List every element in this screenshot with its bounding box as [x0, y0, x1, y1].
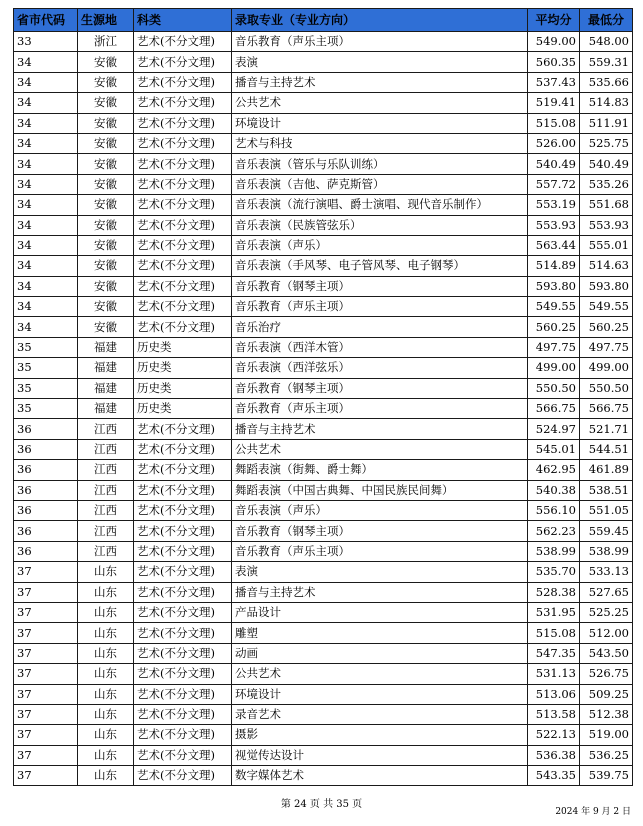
cell-province-code: 37 [14, 664, 78, 684]
table-row [14, 623, 633, 643]
document-date: 2024 年 9 月 2 日 [555, 807, 631, 817]
cell-major: 产品设计 [232, 602, 528, 622]
table-row [14, 52, 633, 72]
cell-province-code: 37 [14, 623, 78, 643]
cell-average-score: 560.35 [528, 52, 580, 72]
cell-origin: 安徽 [78, 195, 134, 215]
cell-province-code: 36 [14, 500, 78, 520]
cell-major: 播音与主持艺术 [232, 582, 528, 602]
cell-origin: 山东 [78, 643, 134, 663]
cell-average-score: 528.38 [528, 582, 580, 602]
cell-minimum-score: 550.50 [580, 378, 633, 398]
cell-average-score: 515.08 [528, 113, 580, 133]
table-row [14, 297, 633, 317]
cell-origin: 安徽 [78, 133, 134, 153]
cell-category: 艺术(不分文理) [134, 419, 232, 439]
cell-average-score: 497.75 [528, 337, 580, 357]
cell-origin: 浙江 [78, 32, 134, 52]
cell-category: 艺术(不分文理) [134, 174, 232, 194]
cell-minimum-score: 544.51 [580, 439, 633, 459]
cell-category: 艺术(不分文理) [134, 52, 232, 72]
cell-major: 音乐表演（吉他、萨克斯管） [232, 174, 528, 194]
cell-average-score: 540.49 [528, 154, 580, 174]
admission-table [13, 8, 633, 786]
cell-minimum-score: 555.01 [580, 235, 633, 255]
cell-province-code: 37 [14, 704, 78, 724]
cell-category: 艺术(不分文理) [134, 72, 232, 92]
header-average-score: 平均分 [528, 9, 580, 32]
table-row [14, 378, 633, 398]
table-row [14, 480, 633, 500]
cell-origin: 江西 [78, 480, 134, 500]
table-row [14, 32, 633, 52]
cell-minimum-score: 551.68 [580, 195, 633, 215]
cell-major: 音乐表演（西洋弦乐） [232, 358, 528, 378]
cell-origin: 山东 [78, 725, 134, 745]
table-row [14, 684, 633, 704]
cell-category: 艺术(不分文理) [134, 276, 232, 296]
cell-minimum-score: 527.65 [580, 582, 633, 602]
cell-province-code: 37 [14, 643, 78, 663]
table-row [14, 256, 633, 276]
cell-origin: 山东 [78, 704, 134, 724]
table-row [14, 154, 633, 174]
cell-category: 艺术(不分文理) [134, 766, 232, 786]
cell-average-score: 593.80 [528, 276, 580, 296]
cell-average-score: 553.93 [528, 215, 580, 235]
cell-category: 艺术(不分文理) [134, 215, 232, 235]
cell-province-code: 34 [14, 235, 78, 255]
cell-major: 音乐表演（声乐） [232, 500, 528, 520]
cell-category: 艺术(不分文理) [134, 154, 232, 174]
cell-province-code: 37 [14, 725, 78, 745]
cell-average-score: 550.50 [528, 378, 580, 398]
cell-origin: 江西 [78, 521, 134, 541]
cell-major: 音乐教育（声乐主项） [232, 541, 528, 561]
cell-origin: 安徽 [78, 215, 134, 235]
cell-category: 历史类 [134, 399, 232, 419]
table-body [14, 32, 633, 786]
cell-origin: 江西 [78, 460, 134, 480]
cell-major: 动画 [232, 643, 528, 663]
cell-minimum-score: 514.63 [580, 256, 633, 276]
cell-category: 艺术(不分文理) [134, 32, 232, 52]
cell-origin: 安徽 [78, 235, 134, 255]
cell-major: 音乐表演（民族管弦乐） [232, 215, 528, 235]
cell-origin: 江西 [78, 541, 134, 561]
cell-minimum-score: 566.75 [580, 399, 633, 419]
cell-major: 音乐表演（流行演唱、爵士演唱、现代音乐制作） [232, 195, 528, 215]
cell-category: 艺术(不分文理) [134, 480, 232, 500]
cell-minimum-score: 511.91 [580, 113, 633, 133]
cell-origin: 安徽 [78, 72, 134, 92]
cell-province-code: 34 [14, 133, 78, 153]
cell-average-score: 537.43 [528, 72, 580, 92]
cell-origin: 江西 [78, 439, 134, 459]
cell-major: 视觉传达设计 [232, 745, 528, 765]
cell-major: 音乐教育（声乐主项） [232, 399, 528, 419]
cell-major: 音乐教育（钢琴主项） [232, 378, 528, 398]
cell-category: 艺术(不分文理) [134, 541, 232, 561]
cell-province-code: 34 [14, 297, 78, 317]
cell-major: 播音与主持艺术 [232, 419, 528, 439]
cell-average-score: 562.23 [528, 521, 580, 541]
table-row [14, 358, 633, 378]
cell-province-code: 36 [14, 460, 78, 480]
cell-origin: 山东 [78, 664, 134, 684]
cell-minimum-score: 525.25 [580, 602, 633, 622]
cell-minimum-score: 525.75 [580, 133, 633, 153]
cell-average-score: 522.13 [528, 725, 580, 745]
cell-minimum-score: 514.83 [580, 93, 633, 113]
cell-province-code: 34 [14, 154, 78, 174]
cell-province-code: 34 [14, 256, 78, 276]
table-row [14, 602, 633, 622]
cell-average-score: 526.00 [528, 133, 580, 153]
cell-average-score: 543.35 [528, 766, 580, 786]
table-row [14, 521, 633, 541]
cell-origin: 山东 [78, 684, 134, 704]
cell-category: 历史类 [134, 358, 232, 378]
cell-category: 艺术(不分文理) [134, 643, 232, 663]
cell-major: 环境设计 [232, 684, 528, 704]
cell-origin: 安徽 [78, 93, 134, 113]
cell-origin: 山东 [78, 602, 134, 622]
cell-category: 艺术(不分文理) [134, 317, 232, 337]
cell-major: 音乐表演（声乐） [232, 235, 528, 255]
cell-major: 舞蹈表演（街舞、爵士舞） [232, 460, 528, 480]
table-row [14, 745, 633, 765]
cell-minimum-score: 551.05 [580, 500, 633, 520]
cell-category: 艺术(不分文理) [134, 297, 232, 317]
cell-origin: 福建 [78, 337, 134, 357]
cell-minimum-score: 533.13 [580, 562, 633, 582]
table-row [14, 235, 633, 255]
table-row [14, 113, 633, 133]
cell-average-score: 557.72 [528, 174, 580, 194]
cell-origin: 安徽 [78, 113, 134, 133]
cell-province-code: 35 [14, 337, 78, 357]
cell-average-score: 549.00 [528, 32, 580, 52]
cell-province-code: 34 [14, 317, 78, 337]
cell-average-score: 531.95 [528, 602, 580, 622]
table-row [14, 439, 633, 459]
cell-category: 艺术(不分文理) [134, 664, 232, 684]
cell-province-code: 35 [14, 358, 78, 378]
cell-category: 历史类 [134, 378, 232, 398]
cell-province-code: 34 [14, 72, 78, 92]
cell-minimum-score: 540.49 [580, 154, 633, 174]
cell-origin: 山东 [78, 766, 134, 786]
cell-category: 艺术(不分文理) [134, 460, 232, 480]
cell-province-code: 36 [14, 480, 78, 500]
cell-province-code: 37 [14, 582, 78, 602]
cell-category: 艺术(不分文理) [134, 93, 232, 113]
cell-average-score: 519.41 [528, 93, 580, 113]
cell-origin: 江西 [78, 500, 134, 520]
cell-average-score: 549.55 [528, 297, 580, 317]
cell-major: 音乐表演（手风琴、电子管风琴、电子钢琴） [232, 256, 528, 276]
cell-minimum-score: 535.26 [580, 174, 633, 194]
cell-category: 艺术(不分文理) [134, 439, 232, 459]
cell-category: 历史类 [134, 337, 232, 357]
cell-origin: 安徽 [78, 276, 134, 296]
table-row [14, 195, 633, 215]
header-category: 科类 [134, 9, 232, 32]
cell-province-code: 35 [14, 399, 78, 419]
cell-category: 艺术(不分文理) [134, 113, 232, 133]
cell-province-code: 34 [14, 174, 78, 194]
table-row [14, 664, 633, 684]
cell-average-score: 563.44 [528, 235, 580, 255]
cell-province-code: 37 [14, 602, 78, 622]
cell-province-code: 35 [14, 378, 78, 398]
table-row [14, 766, 633, 786]
cell-average-score: 560.25 [528, 317, 580, 337]
header-province-code: 省市代码 [14, 9, 78, 32]
cell-major: 公共艺术 [232, 93, 528, 113]
cell-category: 艺术(不分文理) [134, 582, 232, 602]
cell-major: 音乐教育（钢琴主项） [232, 521, 528, 541]
cell-province-code: 36 [14, 541, 78, 561]
table-row [14, 133, 633, 153]
table-row [14, 500, 633, 520]
cell-minimum-score: 461.89 [580, 460, 633, 480]
cell-origin: 山东 [78, 562, 134, 582]
header-minimum-score: 最低分 [580, 9, 633, 32]
cell-category: 艺术(不分文理) [134, 256, 232, 276]
cell-minimum-score: 559.31 [580, 52, 633, 72]
cell-origin: 福建 [78, 358, 134, 378]
cell-minimum-score: 509.25 [580, 684, 633, 704]
cell-province-code: 36 [14, 521, 78, 541]
cell-minimum-score: 559.45 [580, 521, 633, 541]
table-row [14, 725, 633, 745]
cell-origin: 山东 [78, 582, 134, 602]
page-number: 第 24 页 共 35 页 [280, 799, 363, 810]
cell-minimum-score: 538.99 [580, 541, 633, 561]
cell-origin: 安徽 [78, 154, 134, 174]
cell-minimum-score: 499.00 [580, 358, 633, 378]
cell-major: 艺术与科技 [232, 133, 528, 153]
cell-province-code: 34 [14, 215, 78, 235]
cell-category: 艺术(不分文理) [134, 133, 232, 153]
cell-origin: 安徽 [78, 317, 134, 337]
cell-province-code: 37 [14, 745, 78, 765]
cell-minimum-score: 521.71 [580, 419, 633, 439]
cell-origin: 安徽 [78, 174, 134, 194]
cell-average-score: 499.00 [528, 358, 580, 378]
cell-average-score: 524.97 [528, 419, 580, 439]
cell-average-score: 535.70 [528, 562, 580, 582]
cell-category: 艺术(不分文理) [134, 521, 232, 541]
cell-minimum-score: 543.50 [580, 643, 633, 663]
cell-province-code: 34 [14, 113, 78, 133]
cell-minimum-score: 497.75 [580, 337, 633, 357]
cell-category: 艺术(不分文理) [134, 623, 232, 643]
cell-minimum-score: 538.51 [580, 480, 633, 500]
cell-category: 艺术(不分文理) [134, 195, 232, 215]
cell-category: 艺术(不分文理) [134, 684, 232, 704]
cell-minimum-score: 512.00 [580, 623, 633, 643]
cell-category: 艺术(不分文理) [134, 725, 232, 745]
cell-minimum-score: 535.66 [580, 72, 633, 92]
cell-major: 数字媒体艺术 [232, 766, 528, 786]
table-row [14, 399, 633, 419]
table-header-row [14, 9, 633, 32]
cell-major: 雕塑 [232, 623, 528, 643]
cell-average-score: 556.10 [528, 500, 580, 520]
cell-average-score: 545.01 [528, 439, 580, 459]
cell-minimum-score: 526.75 [580, 664, 633, 684]
cell-major: 舞蹈表演（中国古典舞、中国民族民间舞） [232, 480, 528, 500]
table-row [14, 174, 633, 194]
cell-category: 艺术(不分文理) [134, 235, 232, 255]
cell-origin: 安徽 [78, 52, 134, 72]
header-major: 录取专业（专业方向） [232, 9, 528, 32]
table-row [14, 460, 633, 480]
table-row [14, 541, 633, 561]
table-row [14, 419, 633, 439]
cell-province-code: 37 [14, 766, 78, 786]
cell-province-code: 36 [14, 439, 78, 459]
cell-major: 录音艺术 [232, 704, 528, 724]
cell-category: 艺术(不分文理) [134, 500, 232, 520]
cell-province-code: 34 [14, 276, 78, 296]
table-row [14, 72, 633, 92]
cell-province-code: 34 [14, 93, 78, 113]
cell-province-code: 37 [14, 562, 78, 582]
cell-average-score: 513.58 [528, 704, 580, 724]
table-row [14, 93, 633, 113]
cell-category: 艺术(不分文理) [134, 745, 232, 765]
cell-province-code: 36 [14, 419, 78, 439]
cell-major: 音乐教育（声乐主项） [232, 297, 528, 317]
cell-minimum-score: 548.00 [580, 32, 633, 52]
cell-minimum-score: 593.80 [580, 276, 633, 296]
table-row [14, 704, 633, 724]
cell-average-score: 513.06 [528, 684, 580, 704]
cell-minimum-score: 536.25 [580, 745, 633, 765]
cell-origin: 安徽 [78, 256, 134, 276]
table-row [14, 276, 633, 296]
cell-average-score: 514.89 [528, 256, 580, 276]
cell-major: 音乐表演（西洋木管） [232, 337, 528, 357]
cell-major: 播音与主持艺术 [232, 72, 528, 92]
cell-category: 艺术(不分文理) [134, 562, 232, 582]
cell-minimum-score: 512.38 [580, 704, 633, 724]
table-row [14, 337, 633, 357]
cell-province-code: 33 [14, 32, 78, 52]
cell-average-score: 540.38 [528, 480, 580, 500]
cell-average-score: 566.75 [528, 399, 580, 419]
cell-category: 艺术(不分文理) [134, 602, 232, 622]
cell-average-score: 547.35 [528, 643, 580, 663]
cell-province-code: 37 [14, 684, 78, 704]
cell-minimum-score: 539.75 [580, 766, 633, 786]
cell-minimum-score: 549.55 [580, 297, 633, 317]
cell-origin: 福建 [78, 378, 134, 398]
header-origin: 生源地 [78, 9, 134, 32]
cell-average-score: 536.38 [528, 745, 580, 765]
cell-province-code: 34 [14, 52, 78, 72]
cell-major: 摄影 [232, 725, 528, 745]
cell-minimum-score: 553.93 [580, 215, 633, 235]
cell-major: 表演 [232, 52, 528, 72]
cell-major: 环境设计 [232, 113, 528, 133]
cell-average-score: 553.19 [528, 195, 580, 215]
cell-minimum-score: 519.00 [580, 725, 633, 745]
cell-origin: 山东 [78, 623, 134, 643]
cell-category: 艺术(不分文理) [134, 704, 232, 724]
cell-origin: 安徽 [78, 297, 134, 317]
table-row [14, 215, 633, 235]
table-row [14, 643, 633, 663]
cell-origin: 福建 [78, 399, 134, 419]
cell-average-score: 538.99 [528, 541, 580, 561]
cell-average-score: 531.13 [528, 664, 580, 684]
table-row [14, 582, 633, 602]
cell-major: 公共艺术 [232, 664, 528, 684]
cell-major: 音乐治疗 [232, 317, 528, 337]
cell-origin: 山东 [78, 745, 134, 765]
cell-origin: 江西 [78, 419, 134, 439]
cell-average-score: 462.95 [528, 460, 580, 480]
cell-major: 表演 [232, 562, 528, 582]
cell-major: 公共艺术 [232, 439, 528, 459]
table-row [14, 562, 633, 582]
cell-major: 音乐表演（管乐与乐队训练） [232, 154, 528, 174]
cell-major: 音乐教育（钢琴主项） [232, 276, 528, 296]
cell-major: 音乐教育（声乐主项） [232, 32, 528, 52]
cell-average-score: 515.08 [528, 623, 580, 643]
cell-province-code: 34 [14, 195, 78, 215]
table-row [14, 317, 633, 337]
cell-minimum-score: 560.25 [580, 317, 633, 337]
